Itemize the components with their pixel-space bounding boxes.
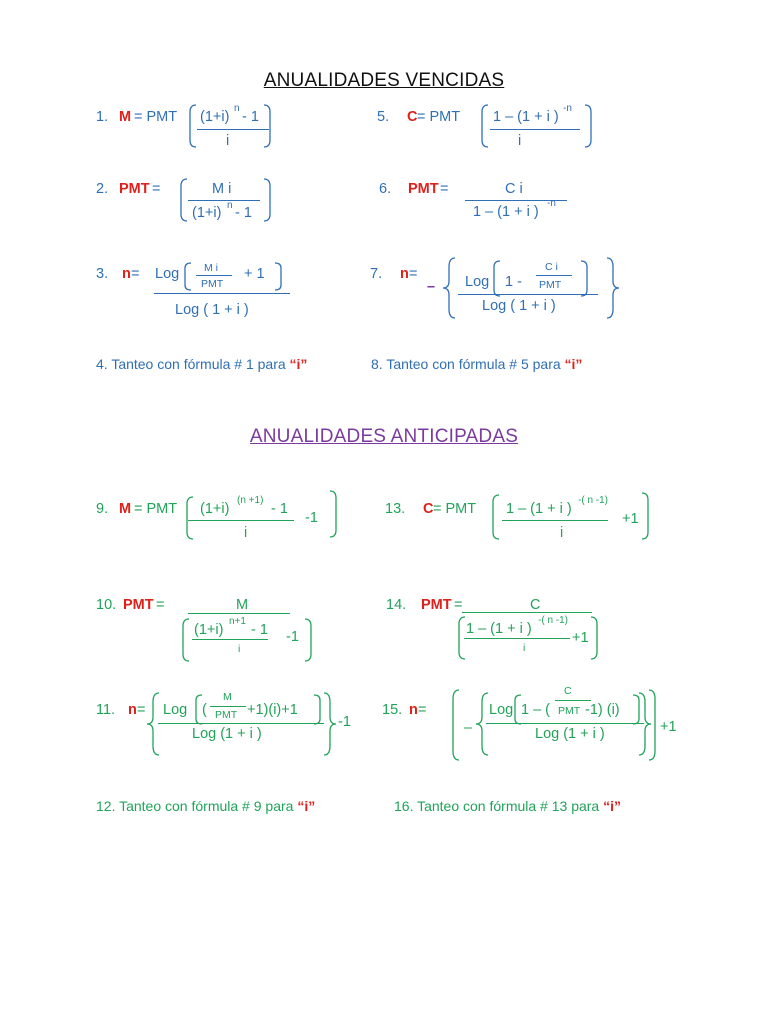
- equals: =: [156, 597, 165, 613]
- fraction-bar: [490, 129, 580, 130]
- left-bracket: [184, 262, 192, 292]
- formula-number: 3.: [96, 266, 109, 282]
- denominator-tail: - 1: [235, 205, 252, 221]
- equals: =: [409, 266, 418, 282]
- inner-fraction-bar: [192, 639, 268, 640]
- numerator: (1+i): [200, 501, 230, 517]
- exponent: -( n -1): [538, 615, 568, 626]
- one-minus: 1 – (: [521, 702, 551, 718]
- denominator: Log ( 1 + i ): [175, 302, 249, 318]
- left-bracket: [492, 494, 500, 540]
- note-text: 12. Tanteo con fórmula # 9 para: [96, 798, 298, 814]
- formula-number: 13.: [385, 501, 406, 517]
- minus-one: -1: [338, 714, 351, 730]
- note-variable: “i”: [603, 798, 621, 814]
- inner-fraction-bar: [210, 706, 246, 707]
- numerator: M i: [212, 181, 232, 197]
- minus-sign: –: [427, 279, 436, 295]
- variable-n: n: [128, 702, 137, 718]
- right-bracket: [580, 260, 588, 298]
- inner-fraction-bar: [464, 638, 570, 639]
- variable-pmt: PMT: [408, 181, 439, 197]
- exponent: -n: [563, 103, 572, 114]
- numerator-tail: - 1: [242, 109, 259, 125]
- denominator: Log ( 1 + i ): [482, 298, 556, 314]
- right-bracket: [329, 490, 337, 538]
- log-label: Log: [489, 702, 514, 718]
- minus-one: -1: [286, 629, 299, 645]
- right-bracket: [263, 104, 271, 148]
- variable-pmt: PMT: [421, 597, 452, 613]
- inner-denominator: i: [238, 643, 241, 655]
- formula-number: 10.: [96, 597, 117, 613]
- note-text: 4. Tanteo con fórmula # 1 para: [96, 356, 290, 372]
- main-fraction-bar: [188, 613, 290, 614]
- equals-pmt: = PMT: [417, 109, 461, 125]
- formula-number: 11.: [96, 702, 116, 718]
- variable-m: M: [119, 501, 132, 517]
- variable-n: n: [409, 702, 418, 718]
- right-bracket: [641, 492, 649, 540]
- right-outer-paren: [648, 689, 656, 761]
- numerator: C i: [505, 181, 523, 197]
- fraction-bar: [154, 293, 290, 294]
- left-bracket: [481, 104, 489, 148]
- exponent: n: [234, 103, 240, 114]
- numerator: 1 – (1 + i ): [506, 501, 572, 517]
- minus-one: -1: [305, 510, 318, 526]
- equals: =: [418, 702, 427, 718]
- note-text: 8. Tanteo con fórmula # 5 para: [371, 356, 565, 372]
- inner-rest: +1)(i)+1: [247, 702, 298, 718]
- equals: =: [137, 702, 146, 718]
- inner-denominator: PMT: [201, 278, 224, 290]
- plus-one: +1: [660, 719, 677, 735]
- right-bracket: [584, 104, 592, 148]
- denominator: Log (1 + i ): [535, 726, 605, 742]
- equals-pmt: = PMT: [134, 501, 178, 517]
- left-bracket: [493, 260, 501, 298]
- fraction-bar: [188, 520, 294, 521]
- inner-fraction-bar: [196, 275, 232, 276]
- inner-numerator: 1 – (1 + i ): [466, 621, 532, 637]
- section-title-vencidas: ANUALIDADES VENCIDAS: [263, 70, 505, 91]
- exponent: -( n -1): [578, 495, 608, 506]
- formula-number: 1.: [96, 109, 109, 125]
- right-brace: [323, 692, 337, 756]
- log-label: Log: [465, 274, 490, 290]
- one-minus: 1 -: [505, 274, 522, 290]
- equals: =: [454, 597, 463, 613]
- fraction-bar: [197, 129, 269, 130]
- equals: =: [440, 181, 449, 197]
- exponent: n: [227, 200, 233, 211]
- inner-numerator: M i: [204, 262, 218, 274]
- open-paren: (: [202, 702, 207, 718]
- equals-pmt: = PMT: [433, 501, 477, 517]
- fraction-bar: [502, 520, 608, 521]
- inner-rest: -1) (i): [585, 702, 620, 718]
- denominator: i: [560, 525, 564, 541]
- fraction-bar: [458, 294, 598, 295]
- fraction-bar: [158, 723, 324, 724]
- inner-numerator: C: [564, 685, 572, 697]
- right-bracket: [313, 694, 321, 726]
- minus-sign: –: [464, 720, 473, 736]
- equals: =: [131, 266, 140, 282]
- plus-one: +1: [572, 630, 589, 646]
- left-brace: [146, 692, 160, 756]
- formula-number: 14.: [386, 597, 407, 613]
- left-bracket: [180, 178, 188, 222]
- note-16: [394, 798, 621, 814]
- right-bracket: [590, 616, 598, 660]
- formula-number: 5.: [377, 109, 390, 125]
- note-4: [96, 356, 307, 372]
- numerator-tail: - 1: [271, 501, 288, 517]
- inner-fraction-bar: [536, 275, 572, 276]
- numerator: (1+i): [200, 109, 230, 125]
- note-variable: “i”: [297, 798, 316, 814]
- note-8: [371, 356, 582, 372]
- left-bracket: [189, 104, 197, 148]
- inner-denominator: PMT: [558, 705, 581, 717]
- note-variable: “i”: [564, 356, 583, 372]
- equals: =: [152, 181, 161, 197]
- inner-numerator: C i: [545, 261, 558, 273]
- exponent: n+1: [229, 616, 246, 627]
- left-bracket: [186, 496, 194, 540]
- equals-pmt: = PMT: [134, 109, 178, 125]
- plus-one: + 1: [244, 266, 265, 282]
- denominator: Log (1 + i ): [192, 726, 262, 742]
- exponent: -n: [547, 198, 556, 209]
- numerator: 1 – (1 + i ): [493, 109, 559, 125]
- note-12: [96, 798, 315, 814]
- denominator: 1 – (1 + i ): [473, 204, 539, 220]
- denominator: i: [518, 133, 522, 149]
- right-bracket: [274, 262, 282, 292]
- right-bracket: [263, 178, 271, 222]
- variable-pmt: PMT: [123, 597, 154, 613]
- note-variable: “i”: [289, 356, 308, 372]
- formula-number: 15.: [382, 702, 403, 718]
- section-title-anticipadas: ANUALIDADES ANTICIPADAS: [249, 426, 519, 447]
- main-fraction-bar: [462, 612, 592, 613]
- log-label: Log: [155, 266, 180, 282]
- formula-number: 6.: [379, 181, 392, 197]
- inner-tail: - 1: [251, 622, 268, 638]
- formula-number: 7.: [370, 266, 383, 282]
- left-outer-paren: [452, 689, 460, 761]
- inner-numerator: M: [223, 691, 232, 703]
- top-numerator: C: [530, 597, 541, 613]
- inner-denominator: PMT: [539, 279, 562, 291]
- denominator: i: [226, 133, 230, 149]
- inner-numerator: (1+i): [194, 622, 224, 638]
- variable-c: C: [423, 501, 434, 517]
- left-bracket: [182, 618, 190, 662]
- variable-pmt: PMT: [119, 181, 150, 197]
- plus-one: +1: [622, 511, 639, 527]
- left-brace: [475, 692, 489, 756]
- denominator: i: [244, 525, 248, 541]
- exponent: (n +1): [237, 495, 264, 506]
- formula-number: 9.: [96, 501, 109, 517]
- right-bracket: [304, 618, 312, 662]
- formula-number: 2.: [96, 181, 109, 197]
- top-numerator: M: [236, 597, 249, 613]
- inner-denominator: i: [523, 642, 526, 654]
- inner-fraction-bar: [555, 700, 591, 701]
- note-text: 16. Tanteo con fórmula # 13 para: [394, 798, 604, 814]
- inner-denominator: PMT: [215, 709, 238, 721]
- fraction-bar: [188, 200, 260, 201]
- left-brace: [442, 257, 456, 319]
- log-label: Log: [163, 702, 188, 718]
- variable-n: n: [122, 266, 131, 282]
- variable-c: C: [407, 109, 418, 125]
- right-brace: [606, 257, 620, 319]
- fraction-bar: [486, 723, 644, 724]
- variable-m: M: [119, 109, 132, 125]
- denominator: (1+i): [192, 205, 222, 221]
- variable-n: n: [400, 266, 409, 282]
